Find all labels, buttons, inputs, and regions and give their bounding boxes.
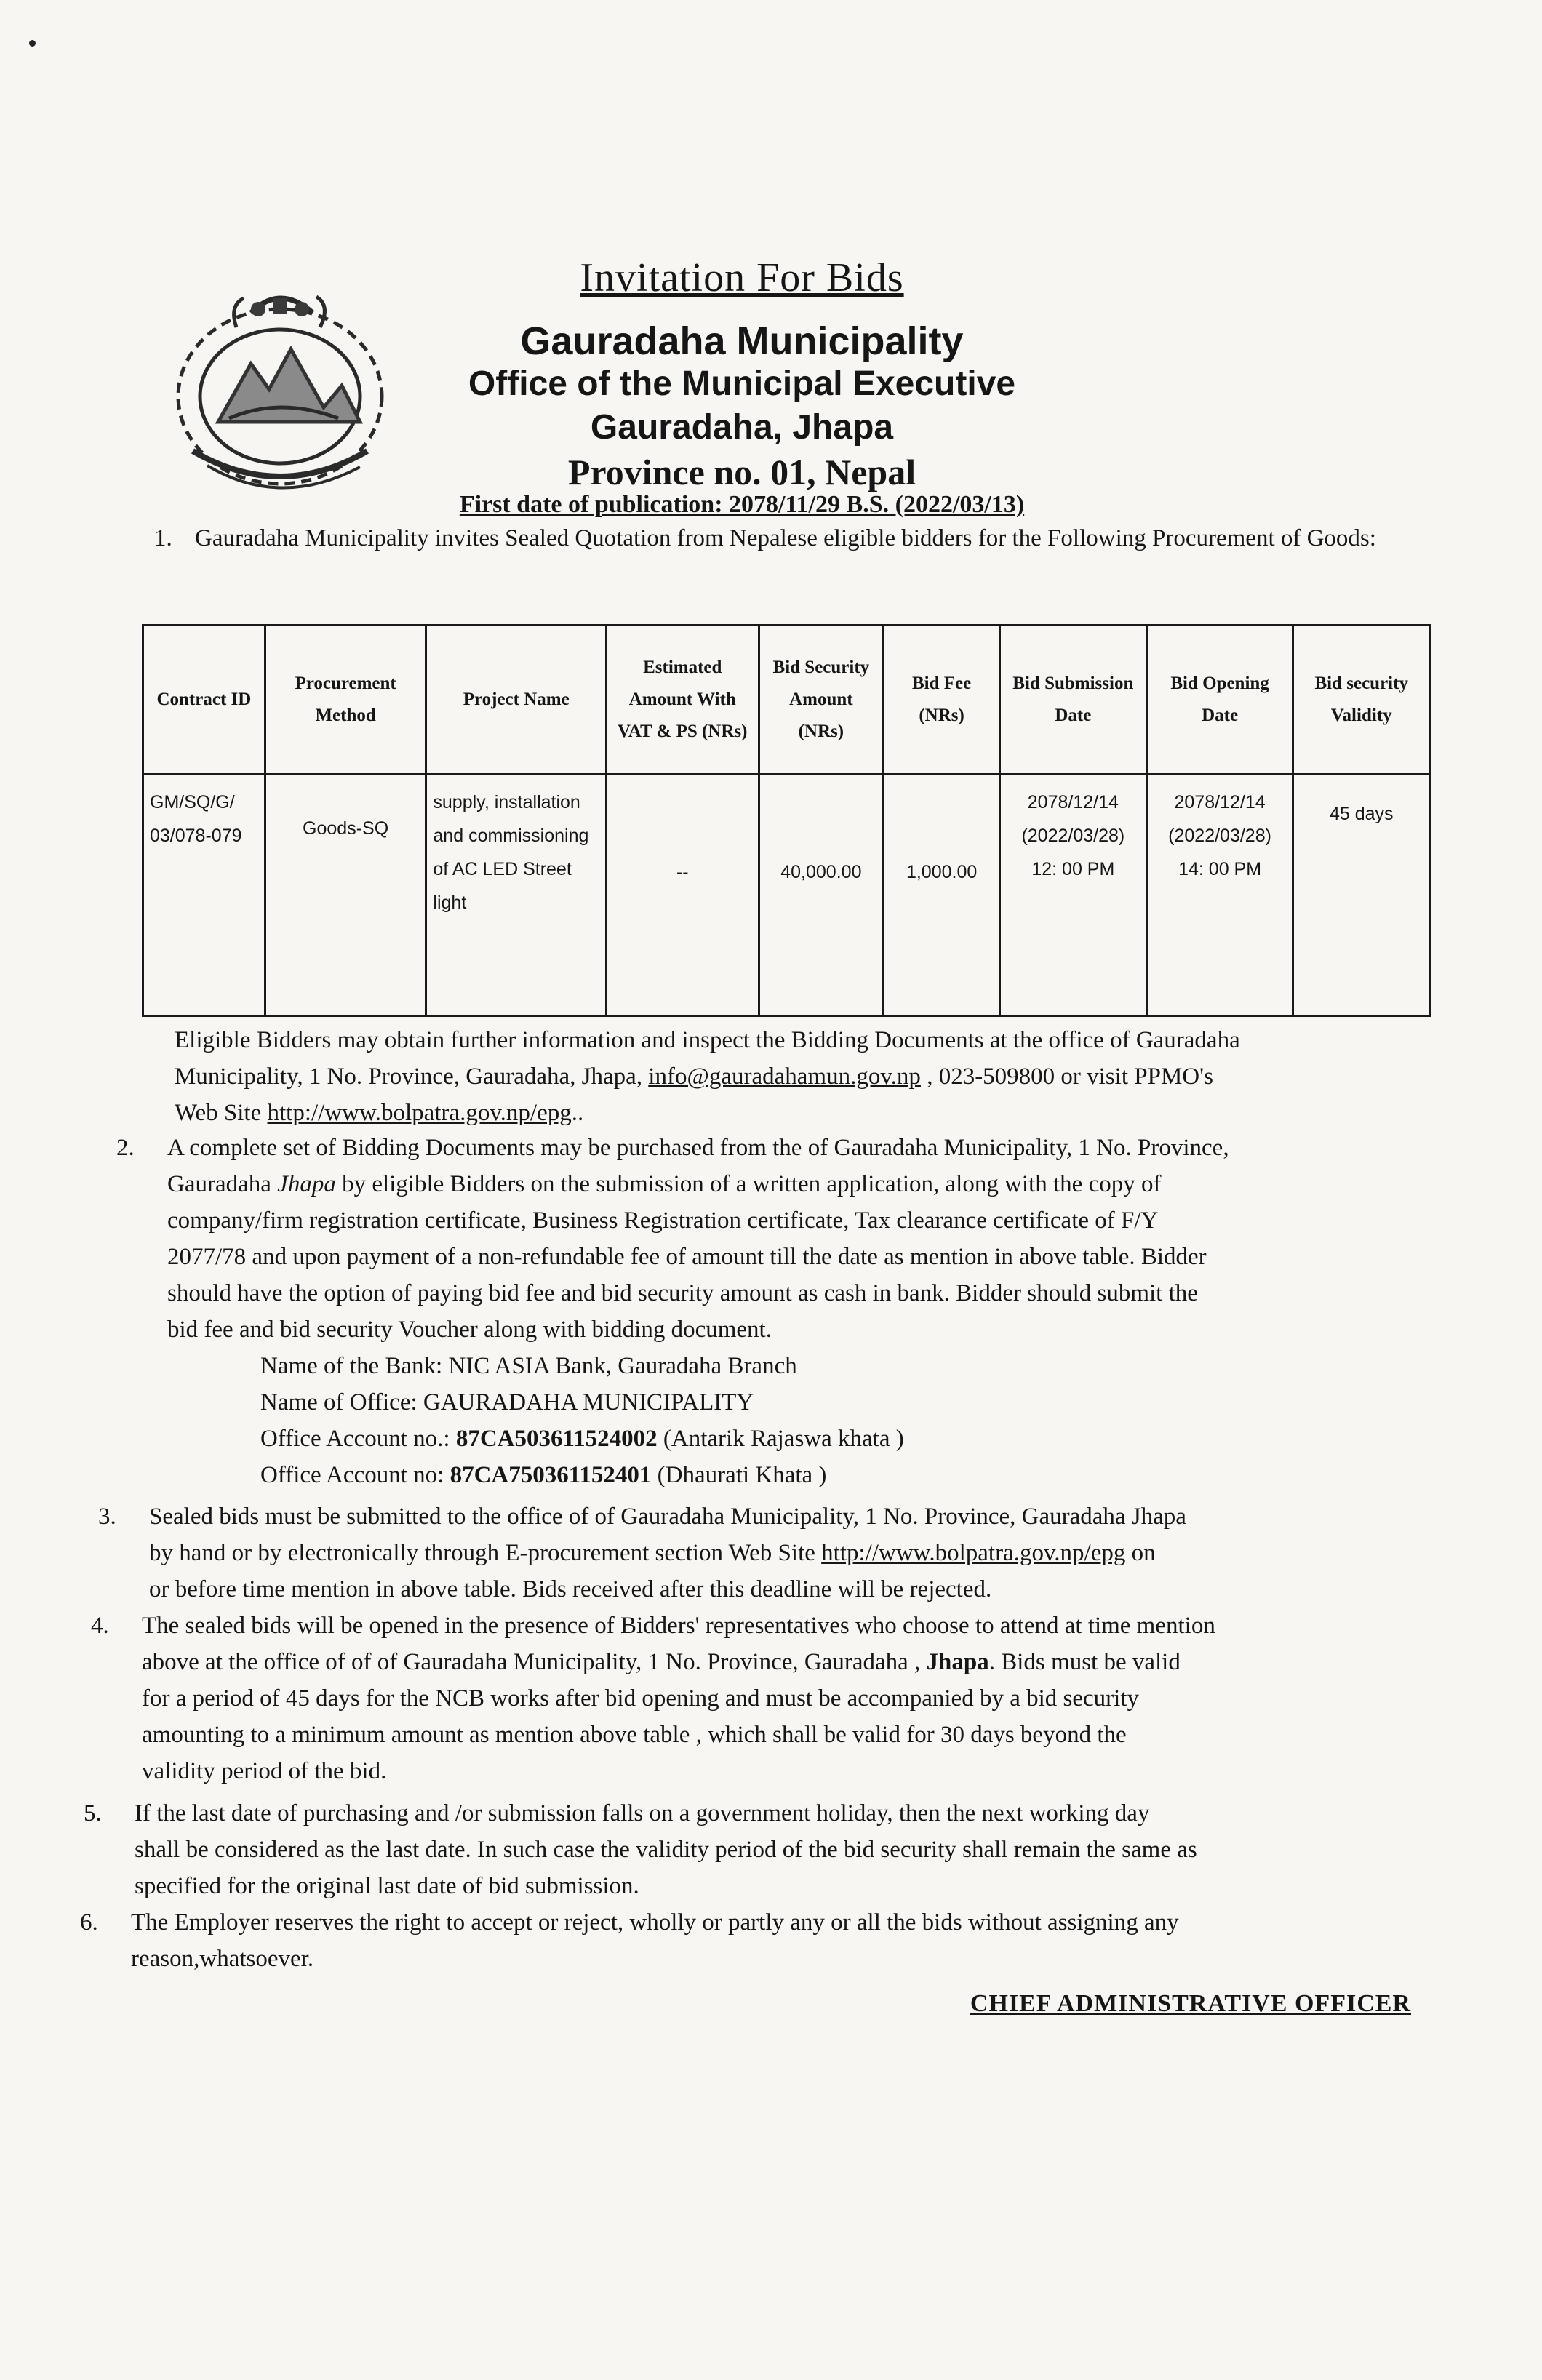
item-number: 4.	[91, 1613, 109, 1639]
item-5-line: shall be considered as the last date. In such case the validity period of the bid security shall remain the same as	[135, 1837, 1197, 1863]
item-4-line: amounting to a minimum amount as mention above table , which shall be valid for 30 days beyond the	[142, 1722, 1127, 1748]
item-3-text	[149, 1498, 1437, 1608]
procurement-table	[142, 624, 1431, 1017]
cell-security-validity: 45 days	[1293, 775, 1430, 1016]
nepal-emblem-icon	[149, 269, 411, 509]
signatory-title: CHIEF ADMINISTRATIVE OFFICER	[970, 1990, 1411, 2017]
municipality-name: Gauradaha Municipality	[520, 319, 964, 363]
scan-speck	[29, 40, 36, 47]
header-submission-date: Bid Submission Date	[999, 626, 1146, 775]
province-line: Province no. 01, Nepal	[567, 452, 916, 492]
cell-estimated-amount: --	[607, 775, 759, 1016]
item-5-text	[135, 1795, 1437, 1904]
item-number: 5.	[84, 1800, 102, 1826]
item-6-text	[131, 1904, 1440, 1977]
publication-date: First date of publication: 2078/11/29 B.S. (2022/03/13)	[459, 491, 1025, 518]
cell-bid-fee: 1,000.00	[884, 775, 1000, 1016]
item-6-line: The Employer reserves the right to accept or reject, wholly or partly any or all the bids without assigning any	[131, 1909, 1179, 1936]
header-project-name: Project Name	[426, 626, 607, 775]
cell-project-name: supply, installation and commissioning of AC LED Street light	[426, 775, 607, 1016]
item-2-line: Gauradaha Jhapa by eligible Bidders on the submission of a written application, along with the copy of	[167, 1171, 1162, 1197]
item-2-line: 2077/78 and upon payment of a non-refundable fee of amount till the date as mention in above table. Bidder	[167, 1244, 1207, 1270]
cell-submission-date	[999, 775, 1146, 1016]
table-header-row	[143, 626, 1430, 775]
office-account-1: Office Account no.: 87CA503611524002 (Antarik Rajaswa khata )	[260, 1426, 904, 1452]
opening-date-ad: (2022/03/28)	[1168, 826, 1271, 846]
submission-date-ad: (2022/03/28)	[1021, 826, 1125, 846]
cell-bid-security: 40,000.00	[759, 775, 884, 1016]
bank-name: Name of the Bank: NIC ASIA Bank, Gauradaha Branch	[260, 1353, 797, 1379]
office-name: Office of the Municipal Executive	[468, 364, 1016, 403]
eligible-bidders-text	[175, 1022, 1426, 1131]
item-3-line: by hand or by electronically through E-procurement section Web Site http://www.bolpatra.gov.np/epg on	[149, 1540, 1156, 1566]
cell-procurement-method: Goods-SQ	[265, 775, 426, 1016]
item-4-line: The sealed bids will be opened in the presence of Bidders' representatives who choose to attend at time mention	[142, 1613, 1215, 1639]
item-5-line: If the last date of purchasing and /or submission falls on a government holiday, then the next working day	[135, 1800, 1150, 1826]
ppmo-website-link[interactable]: http://www.bolpatra.gov.np/epg	[267, 1100, 572, 1126]
eligible-line: Municipality, 1 No. Province, Gauradaha, Jhapa, info@gauradahamun.gov.np , 023-509800 or visit PPMO's	[175, 1063, 1213, 1090]
item-3-line: or before time mention in above table. Bids received after this deadline will be rejected.	[149, 1576, 992, 1602]
opening-date-bs: 2078/12/14	[1174, 792, 1266, 812]
item-2-line: company/firm registration certificate, Business Registration certificate, Tax clearance certificate of F/Y	[167, 1207, 1159, 1234]
page-title: Invitation For Bids	[580, 255, 904, 300]
eligible-line: Web Site http://www.bolpatra.gov.np/epg..	[175, 1100, 584, 1126]
email-link[interactable]: info@gauradahamun.gov.np	[648, 1063, 921, 1090]
item-number: 2.	[116, 1135, 135, 1161]
cell-opening-date	[1146, 775, 1293, 1016]
eligible-line: Eligible Bidders may obtain further information and inspect the Bidding Documents at the office of Gauradaha	[175, 1027, 1240, 1053]
item-2-line: bid fee and bid security Voucher along with bidding document.	[167, 1317, 772, 1343]
header-security-validity: Bid security Validity	[1293, 626, 1430, 775]
header-procurement-method: Procurement Method	[265, 626, 426, 775]
opening-time: 14: 00 PM	[1178, 859, 1262, 879]
office-account-name: Name of Office: GAURADAHA MUNICIPALITY	[260, 1389, 754, 1415]
item-4-line: above at the office of of of Gauradaha Municipality, 1 No. Province, Gauradaha , Jhapa. Bids must be valid	[142, 1649, 1181, 1675]
item-2-text	[167, 1130, 1433, 1348]
table-row	[143, 775, 1430, 1016]
item-number: 1.	[154, 525, 172, 551]
header-opening-date: Bid Opening Date	[1146, 626, 1293, 775]
item-1-text: Gauradaha Municipality invites Sealed Quotation from Nepalese eligible bidders for the Following Procurement of Goods:	[195, 525, 1376, 551]
item-4-line: validity period of the bid.	[142, 1758, 387, 1784]
item-3-line: Sealed bids must be submitted to the office of of Gauradaha Municipality, 1 No. Province, Gauradaha Jhapa	[149, 1504, 1186, 1530]
item-4-line: for a period of 45 days for the NCB works after bid opening and must be accompanied by a bid security	[142, 1685, 1139, 1712]
item-5-line: specified for the original last date of bid submission.	[135, 1873, 639, 1899]
item-number: 3.	[98, 1504, 116, 1530]
header-bid-fee: Bid Fee (NRs)	[884, 626, 1000, 775]
item-6-line: reason,whatsoever.	[131, 1946, 314, 1972]
cell-contract-id: GM/SQ/G/ 03/078-079	[143, 775, 265, 1016]
header-contract-id: Contract ID	[143, 626, 265, 775]
header-bid-security: Bid Security Amount (NRs)	[759, 626, 884, 775]
item-4-text	[142, 1608, 1440, 1789]
item-2-line: should have the option of paying bid fee and bid security amount as cash in bank. Bidder should submit the	[167, 1280, 1198, 1306]
item-2-line: A complete set of Bidding Documents may be purchased from the of Gauradaha Municipality, 1 No. Province,	[167, 1135, 1229, 1161]
office-location: Gauradaha, Jhapa	[590, 408, 894, 447]
item-number: 6.	[80, 1909, 98, 1936]
submission-time: 12: 00 PM	[1031, 859, 1115, 879]
submission-date-bs: 2078/12/14	[1027, 792, 1119, 812]
header-estimated-amount: Estimated Amount With VAT & PS (NRs)	[607, 626, 759, 775]
eprocurement-link[interactable]: http://www.bolpatra.gov.np/epg	[821, 1540, 1126, 1566]
office-account-2: Office Account no: 87CA750361152401 (Dhaurati Khata )	[260, 1462, 827, 1488]
